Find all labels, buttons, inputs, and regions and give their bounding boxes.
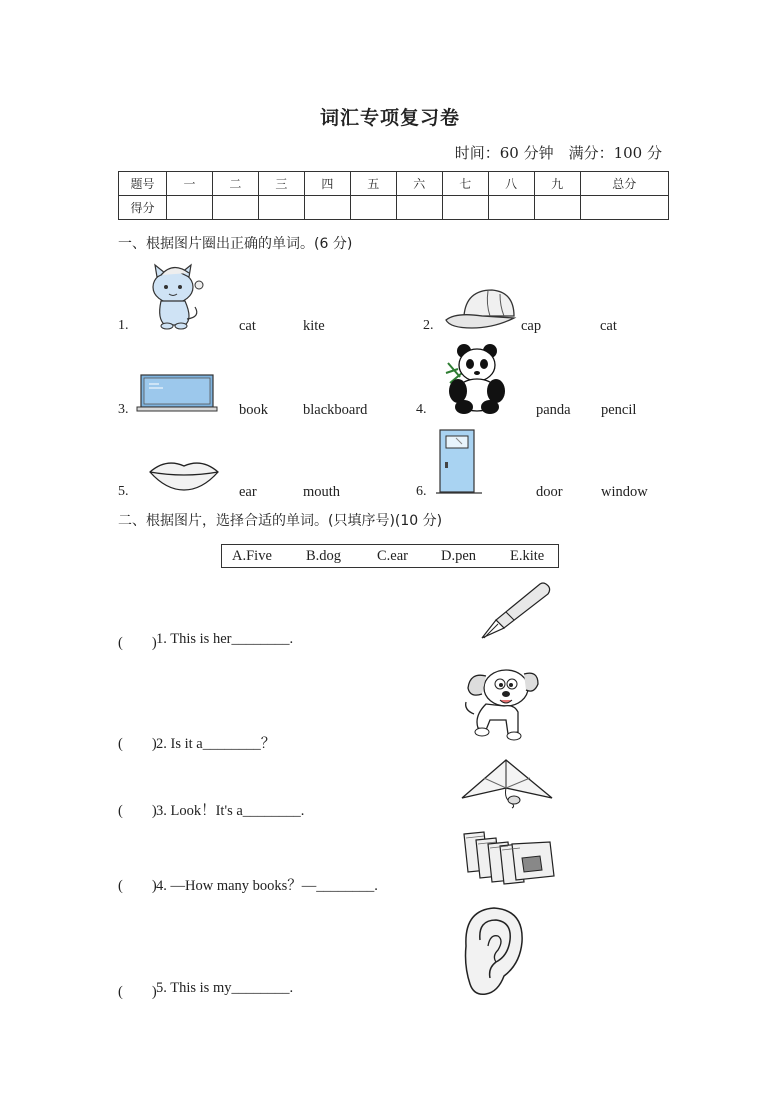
score-table-label: 题号 — [119, 172, 167, 196]
question-text: 3. Look！It's a________. — [156, 803, 305, 819]
score-table-row-header — [119, 172, 669, 196]
ear-icon — [458, 906, 528, 998]
item-number: 4. — [416, 402, 427, 417]
score-cell[interactable] — [258, 196, 304, 220]
question-text: 5. This is my________. — [156, 980, 294, 996]
books-icon — [462, 830, 558, 886]
score-col: 六 — [396, 172, 442, 196]
score-col: 八 — [488, 172, 534, 196]
score-col: 七 — [442, 172, 488, 196]
score-col: 一 — [167, 172, 213, 196]
item-number: 1. — [118, 318, 129, 333]
item-number: 3. — [118, 402, 129, 417]
word-option[interactable]: window — [601, 484, 648, 500]
cap-icon — [442, 286, 518, 332]
blackboard-icon — [137, 374, 217, 414]
item-number: 6. — [416, 484, 427, 499]
score-cell[interactable] — [534, 196, 580, 220]
word-bank-option: E.kite — [510, 548, 545, 564]
word-option[interactable]: panda — [536, 402, 571, 418]
score-cell[interactable] — [350, 196, 396, 220]
score-cell[interactable] — [212, 196, 258, 220]
item-number: 5. — [118, 484, 129, 499]
score-table-label: 得分 — [119, 196, 167, 220]
score-col: 五 — [350, 172, 396, 196]
score-col: 三 — [258, 172, 304, 196]
word-option[interactable]: book — [239, 402, 268, 418]
mouth-icon — [148, 456, 220, 492]
kite-icon — [460, 758, 554, 810]
score-col: 九 — [534, 172, 580, 196]
question-text: 1. This is her________. — [156, 631, 294, 647]
answer-paren[interactable]: ( ) — [118, 984, 157, 1000]
word-option[interactable]: cat — [600, 318, 617, 334]
score-cell[interactable] — [580, 196, 668, 220]
word-option[interactable]: ear — [239, 484, 257, 500]
word-option[interactable]: blackboard — [303, 402, 368, 418]
score-table-row-score — [119, 196, 669, 220]
answer-paren[interactable]: ( ) — [118, 635, 157, 651]
question-text: 2. Is it a________？ — [156, 736, 276, 752]
word-bank-option: D.pen — [441, 548, 477, 564]
dog-icon — [460, 664, 542, 744]
score-table — [118, 171, 669, 220]
score-col: 二 — [212, 172, 258, 196]
word-bank-option: A.Five — [232, 548, 272, 564]
panda-icon — [444, 343, 508, 415]
cat-icon — [143, 263, 209, 331]
item-number: 2. — [423, 318, 434, 333]
exam-meta: 时间：60 分钟 满分：100 分 — [454, 144, 662, 162]
page-title: 词汇专项复习卷 — [319, 107, 460, 129]
answer-paren[interactable]: ( ) — [118, 878, 157, 894]
section2-heading: 二、根据图片，选择合适的单词。(只填序号)(10 分) — [118, 513, 443, 529]
word-option[interactable]: door — [536, 484, 563, 500]
question-text: 4. —How many books？—________. — [156, 878, 378, 894]
pen-icon — [474, 580, 554, 646]
answer-paren[interactable]: ( ) — [118, 736, 157, 752]
score-col: 四 — [304, 172, 350, 196]
score-cell[interactable] — [442, 196, 488, 220]
word-option[interactable]: cat — [239, 318, 256, 334]
score-cell[interactable] — [488, 196, 534, 220]
word-bank-option: B.dog — [306, 548, 342, 564]
score-cell[interactable] — [167, 196, 213, 220]
door-icon — [436, 428, 486, 498]
score-cell[interactable] — [304, 196, 350, 220]
word-option[interactable]: kite — [303, 318, 325, 334]
answer-paren[interactable]: ( ) — [118, 803, 157, 819]
section1-heading: 一、根据图片圈出正确的单词。(6 分) — [118, 236, 353, 252]
word-option[interactable]: mouth — [303, 484, 341, 500]
word-option[interactable]: cap — [521, 318, 542, 334]
score-col: 总分 — [580, 172, 668, 196]
word-bank — [221, 544, 559, 568]
score-cell[interactable] — [396, 196, 442, 220]
word-bank-option: C.ear — [377, 548, 408, 564]
word-option[interactable]: pencil — [601, 402, 637, 418]
